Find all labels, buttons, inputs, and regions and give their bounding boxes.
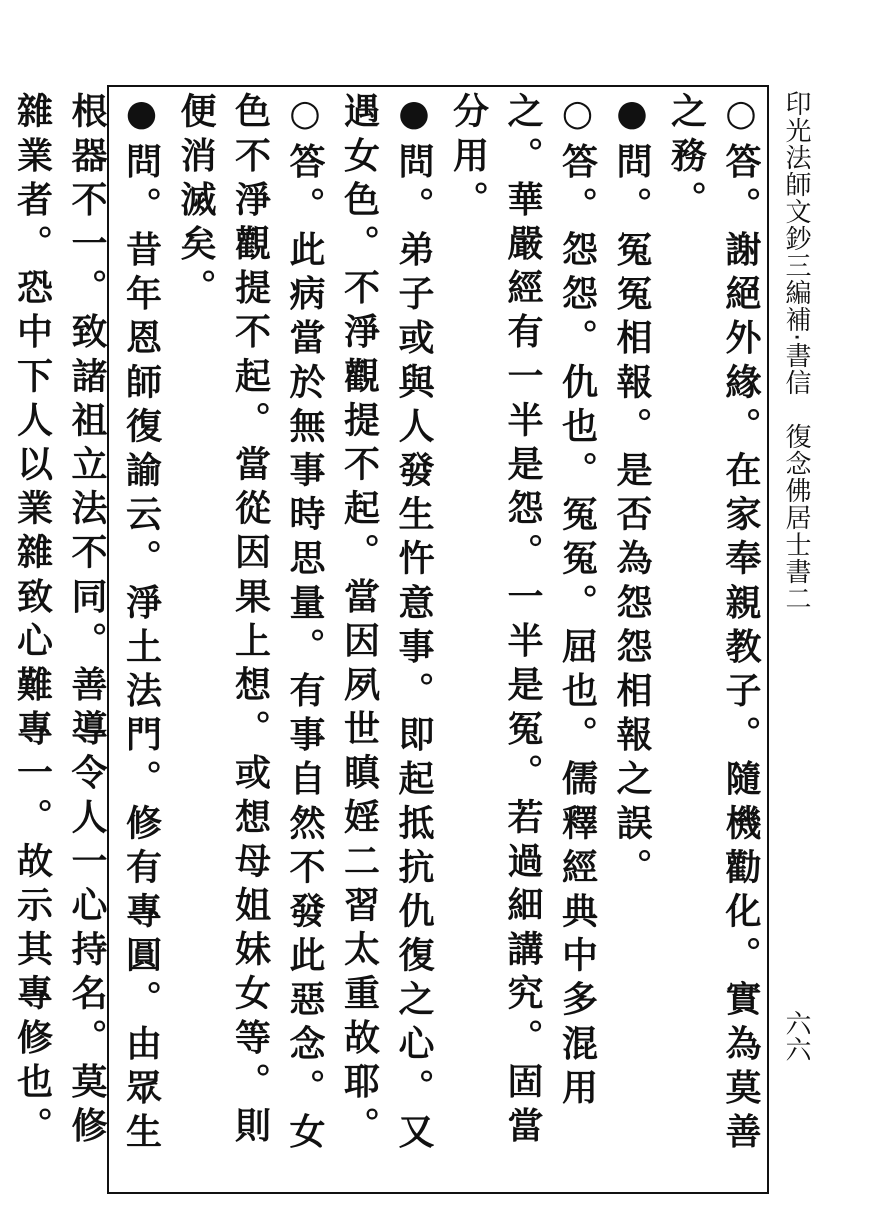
- margin-header: [771, 90, 821, 1190]
- running-title: 印光法師文鈔三編補·書信 復念佛居士書二: [781, 90, 811, 613]
- answer-paragraph: ○答。謝絕外緣。在家奉親教子。隨機勸化。實為莫善之務。: [665, 92, 762, 1157]
- answer-paragraph: ○答。怨怨。仇也。冤冤。屈也。儒釋經典中多混用之。華嚴經有一半是怨。一半是冤。若過細講究。固當分用。: [447, 92, 599, 1151]
- letter-text: [11, 92, 768, 1190]
- question-paragraph: ●問。冤冤相報。是否為怨怨相報之誤。: [611, 92, 653, 892]
- question-paragraph: ●問。弟子或與人發生忤意事。即起抵抗仇復之心。又遇女色。不淨觀提不起。當因夙世瞋婬二習太重故耶。: [338, 92, 435, 1157]
- page-number: 六六: [781, 1010, 811, 1062]
- answer-paragraph: ○答。此病當於無事時思量。有事自然不發此惡念。女色不淨觀提不起。當從因果上想。或想母姐妹女等。則便消滅矣。: [175, 92, 326, 1157]
- question-paragraph: ●問。昔年恩師復諭云。淨土法門。修有專圓。由眾生根器不一。致諸祖立法不同。善導令人一心持名。莫修雜業者。恐中下人以業雜致心難專一。故示其專修也。: [11, 92, 163, 1157]
